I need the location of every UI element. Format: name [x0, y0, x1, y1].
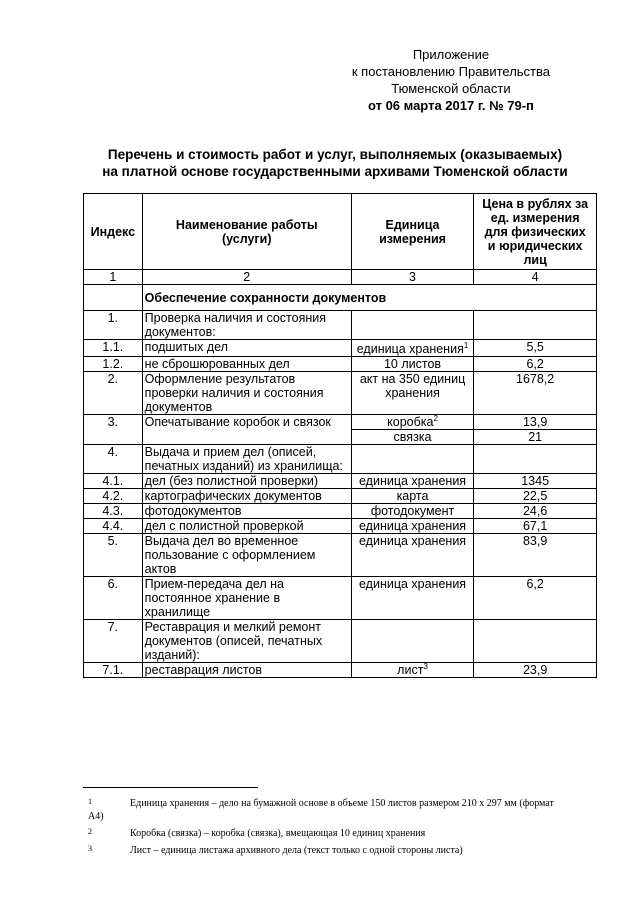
table-row: 3. Опечатывание коробок и связок коробка$^2$ 13,9 [84, 415, 597, 430]
title-line-1: Перечень и стоимость работ и услуг, выполняемых (оказываемых) [107, 147, 563, 162]
header-price: Цена в рублях за ед. измерения для физических и юридических лиц [474, 194, 597, 270]
footnote-3 [88, 844, 598, 857]
table-row: 2. Оформление результатов проверки наличия и состояния документов акт на 350 единиц хранения 1678,2 [84, 372, 597, 415]
table-row: 7.1. реставрация листов лист$^3$ 23,9 [84, 663, 597, 678]
footnote-text-continued: А4) [88, 811, 104, 822]
table-row: 4.2. картографических документов карта 22,5 [84, 489, 597, 504]
footnote-1 [88, 797, 598, 823]
footnote-text: Лист – единица листажа архивного дела (текст только с одной стороны листа) [130, 845, 463, 856]
title-line-2: на платной основе государственными архивами Тюменской области [102, 164, 568, 179]
table-row: 1. Проверка наличия и состояния документов: [84, 311, 597, 340]
table-row: 7. Реставрация и мелкий ремонт документов (описей, печатных изданий): [84, 620, 597, 663]
footnote-mark: 3 [88, 844, 92, 853]
table-row: 4.1. дел (без полистной проверки) единица хранения 1345 [84, 474, 597, 489]
header-name: Наименование работы (услуги) [142, 194, 351, 270]
document-title [80, 146, 590, 180]
footnote-ref: 1 [463, 340, 469, 350]
col-number: 3 [351, 270, 474, 285]
col-number: 2 [142, 270, 351, 285]
table-row: 1.1. подшитых дел единица хранения$^1$ 5,5 [84, 340, 597, 357]
table-row: 6. Прием-передача дел на постоянное хранение в хранилище единица хранения 6,2 [84, 577, 597, 620]
price-table [83, 193, 597, 678]
appendix-header [352, 46, 550, 114]
table-header-row [84, 194, 597, 270]
footnotes [88, 797, 598, 861]
unit-text: единица хранения [356, 342, 464, 356]
table-row: 4.3. фотодокументов фотодокумент 24,6 [84, 504, 597, 519]
unit-text: коробка [387, 415, 434, 429]
footnote-mark: 1 [88, 797, 92, 806]
table-row: связка 21 [84, 430, 597, 445]
table-row: 4. Выдача и прием дел (описей, печатных изданий) из хранилища: [84, 445, 597, 474]
table-row: 1.2. не сброшюрованных дел 10 листов 6,2 [84, 357, 597, 372]
footnote-text: Коробка (связка) – коробка (связка), вмещающая 10 единиц хранения [130, 828, 426, 839]
footnote-text: Единица хранения – дело на бумажной основе в объеме 150 листов размером 210 х 297 мм (формат [130, 798, 554, 809]
section-title: Обеспечение сохранности документов [142, 285, 596, 311]
header-date-line: от 06 марта 2017 г. № 79-п [367, 98, 534, 113]
header-index: Индекс [84, 194, 143, 270]
table-row: 5. Выдача дел во временное пользование с оформлением актов единица хранения 83,9 [84, 534, 597, 577]
header-line-3: Тюменской области [391, 81, 511, 96]
header-line-2: к постановлению Правительства [351, 64, 550, 79]
col-number: 1 [84, 270, 143, 285]
column-number-row [84, 270, 597, 285]
section-row [84, 285, 597, 311]
footnote-ref: 2 [433, 413, 438, 423]
footnote-mark: 2 [88, 827, 92, 836]
table-row: 4.4. дел с полистной проверкой единица хранения 67,1 [84, 519, 597, 534]
header-unit: Единица измерения [351, 194, 474, 270]
col-number: 4 [474, 270, 597, 285]
header-line-1: Приложение [412, 47, 490, 62]
footnote-ref: 3 [423, 661, 428, 671]
footnote-2 [88, 827, 598, 840]
unit-text: лист [397, 663, 424, 677]
footnote-separator [83, 787, 258, 788]
